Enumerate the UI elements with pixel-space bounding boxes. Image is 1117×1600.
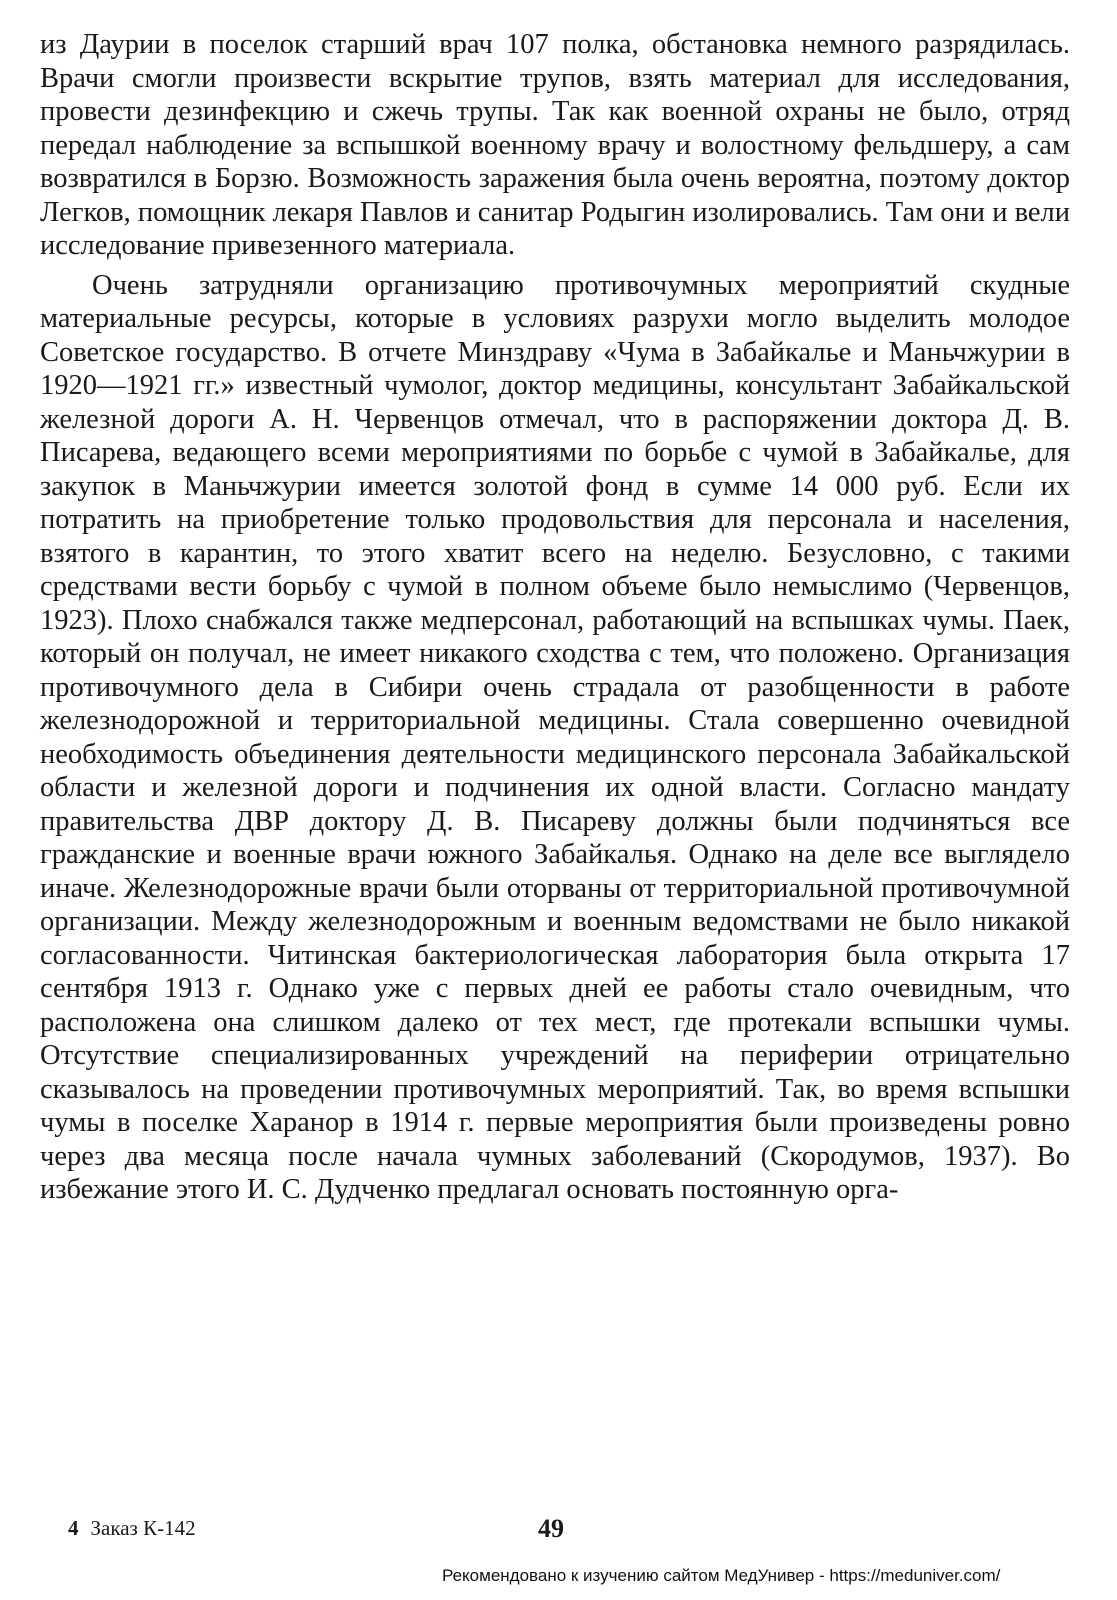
printer-signature (68, 1516, 196, 1541)
signature-text: Заказ К-142 (90, 1516, 196, 1540)
signature-number: 4 (68, 1516, 79, 1540)
page-body-text (40, 28, 1070, 1207)
page-number: 49 (538, 1514, 564, 1543)
paragraph-main: Очень затрудняли организацию противочумных мероприятий скудные материальные ресурсы, которые в условиях разрухи могло выделить молодое Советское государство. В отчете Минздраву «Чума в Забайкалье и Маньчжурии в 1920—1921 гг.» известный чумолог, доктор медицины, консультант Забайкальской железной дороги А. Н. Червенцов отмечал, что в распоряжении доктора Д. В. Писарева, ведающего всеми мероприятиями по борьбе с чумой в Забайкалье, для закупок в Маньчжурии имеется золотой фонд в сумме 14 000 руб. Если их потратить на приобретение только продовольствия для персонала и населения, взятого в карантин, то этого хватит всего на неделю. Безусловно, с такими средствами вести борьбу с чумой в полном объеме было немыслимо (Червенцов, 1923). Плохо снабжался также медперсонал, работающий на вспышках чумы. Паек, который он получал, не имеет никакого сходства с тем, что положено. Организация противочумного дела в Сибири очень страдала от разобщенности в работе железнодорожной и территориальной медицины. Стала совершенно очевидной необходимость объединения деятельности медицинского персонала Забайкальской области и железной дороги и подчинения их одной власти. Согласно мандату правительства ДВР доктору Д. В. Писареву должны были подчиняться все гражданские и военные врачи южного Забайкалья. Однако на деле все выглядело иначе. Железнодорожные врачи были оторваны от территориальной противочумной организации. Между железнодорожным и военным ведомствами не было никакой согласованности. Читинская бактериологическая лаборатория была открыта 17 сентября 1913 г. Однако уже с первых дней ее работы стало очевидным, что расположена она слишком далеко от тех мест, где протекали вспышки чумы. Отсутствие специализированных учреждений на периферии отрицательно сказывалось на проведении противочумных мероприятий. Так, во время вспышки чумы в поселке Харанор в 1914 г. первые мероприятия были произведены ровно через два месяца после начала чумных заболеваний (Скородумов, 1937). Во избежание этого И. С. Дудченко предлагал основать постоянную орга- (40, 269, 1070, 1205)
watermark-link[interactable]: Рекомендовано к изучению сайтом МедУнивер - https://meduniver.com/ (442, 1566, 1001, 1585)
paragraph-continuation: из Даурии в поселок старший врач 107 полка, обстановка немного разрядилась. Врачи смогли произвести вскрытие трупов, взять материал для исследования, провести дезинфекцию и сжечь трупы. Так как военной охраны не было, отряд передал наблюдение за вспышкой военному врачу и волостному фельдшеру, а сам возвратился в Борзю. Возможность заражения была очень вероятна, поэтому доктор Легков, помощник лекаря Павлов и санитар Родыгин изолировались. Там они и вели исследование привезенного материала. (40, 29, 1070, 261)
